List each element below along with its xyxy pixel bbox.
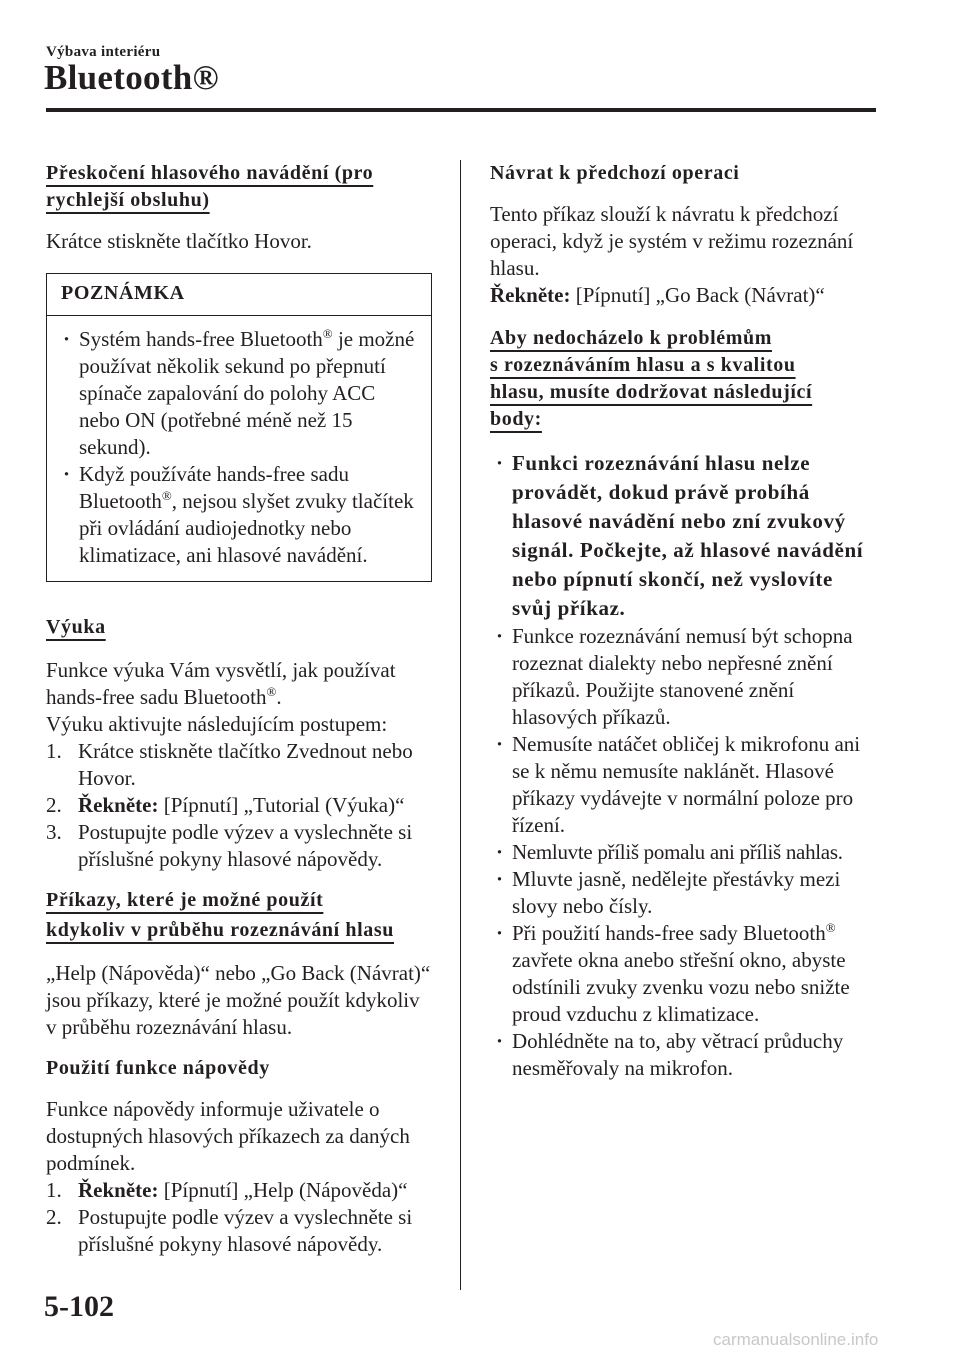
help-step: 1. Řekněte: [Pípnutí] „Help (Nápověda)“ [46, 1178, 408, 1202]
page-title: Bluetooth® [44, 58, 219, 97]
note-box [46, 273, 432, 582]
note-bullet: · Systém hands-free Bluetooth® je možné používat několik sekund po přepnutí spínače zapalování do polohy ACC nebo ON (potřebné méně než 15 sekund). [63, 326, 415, 459]
watermark: carmanualsonline.info [713, 1330, 879, 1349]
skip-guidance-heading: Přeskočení hlasového navádění (pro rychlejší obsluhu) [46, 162, 374, 211]
help-step: 2. Postupujte podle výzev a vyslechněte si příslušné pokyny hlasové nápovědy. [46, 1205, 413, 1256]
voice-tip: · Mluvte jasně, nedělejte přestávky mezi slovy nebo čísly. [496, 867, 841, 918]
skip-guidance-text: Krátce stiskněte tlačítko Hovor. [46, 229, 312, 253]
tutorial-activation: Výuku aktivujte následujícím postupem: [46, 712, 388, 736]
voice-tip: · Funkci rozeznávání hlasu nelze provádět, dokud právě probíhá hlasové navádění nebo zní zvukový signál. Počkejte, až hlasové navádění nebo pípnutí skončí, než vyslovíte svůj příkaz. [496, 451, 864, 620]
go-back-text: Tento příkaz slouží k návratu k předchozí operaci, když je systém v režimu rozeznání hlasu. [490, 202, 854, 280]
help-text: Funkce nápovědy informuje uživatele o dostupných hlasových příkazech za daných podmínek. [46, 1097, 410, 1175]
tutorial-step: 3. Postupujte podle výzev a vyslechněte si příslušné pokyny hlasové nápovědy. [46, 820, 413, 871]
anytime-commands-text: „Help (Nápověda)“ nebo „Go Back (Návrat)“ jsou příkazy, které je možné použít kdykoliv v průběhu rozeznávání hlasu. [46, 961, 431, 1039]
voice-tip: · Nemluvte příliš pomalu ani příliš nahlas. [496, 840, 843, 864]
note-bullet: · Když používáte hands-free sadu Bluetooth®, nejsou slyšet zvuky tlačítek při ovládání audiojednotky nebo klimatizace, ani hlasové navádění. [63, 462, 414, 567]
tutorial-heading: Výuka [46, 616, 106, 638]
note-title: POZNÁMKA [47, 274, 431, 316]
go-back-say: Řekněte: [Pípnutí] „Go Back (Návrat)“ [490, 283, 825, 307]
voice-tip: · Při použití hands-free sady Bluetooth® zavřete okna anebo střešní okno, abyste odstínili zvuky zvenku vozu nebo snižte proud vzduchu z klimatizace. [496, 920, 850, 1026]
anytime-commands-heading: Příkazy, které je možné použít kdykoliv v průběhu rozeznávání hlasu [46, 889, 394, 941]
tutorial-intro: Funkce výuka Vám vysvětlí, jak používat hands-free sadu Bluetooth®. [46, 658, 396, 709]
voice-tip: · Funkce rozeznávání nemusí být schopna rozeznat dialekty nebo nepřesné znění příkazů. Použijte stanovené znění hlasových příkazů. [496, 624, 853, 729]
right-column [490, 160, 878, 1082]
header-rule [46, 108, 876, 112]
voice-tip: · Nemusíte natáčet obličej k mikrofonu ani se k němu nemusíte naklánět. Hlasové příkazy vydávejte v normální poloze pro řízení. [496, 732, 861, 837]
voice-tips-heading: Aby nedocházelo k problémům s rozeznáváním hlasu a s kvalitou hlasu, musíte dodržovat následující body: [490, 327, 813, 430]
left-column [46, 160, 432, 1258]
go-back-heading: Návrat k předchozí operaci [490, 162, 740, 184]
tutorial-step: 2. Řekněte: [Pípnutí] „Tutorial (Výuka)“ [46, 793, 405, 817]
tutorial-step: 1. Krátce stiskněte tlačítko Zvednout nebo Hovor. [46, 739, 413, 790]
page-number: 5-102 [44, 1290, 114, 1323]
section-label: Výbava interiéru [46, 44, 161, 60]
voice-tip: · Dohlédněte na to, aby větrací průduchy nesměřovaly na mikrofon. [496, 1029, 844, 1080]
help-heading: Použití funkce nápovědy [46, 1057, 270, 1079]
column-divider [460, 160, 461, 1290]
